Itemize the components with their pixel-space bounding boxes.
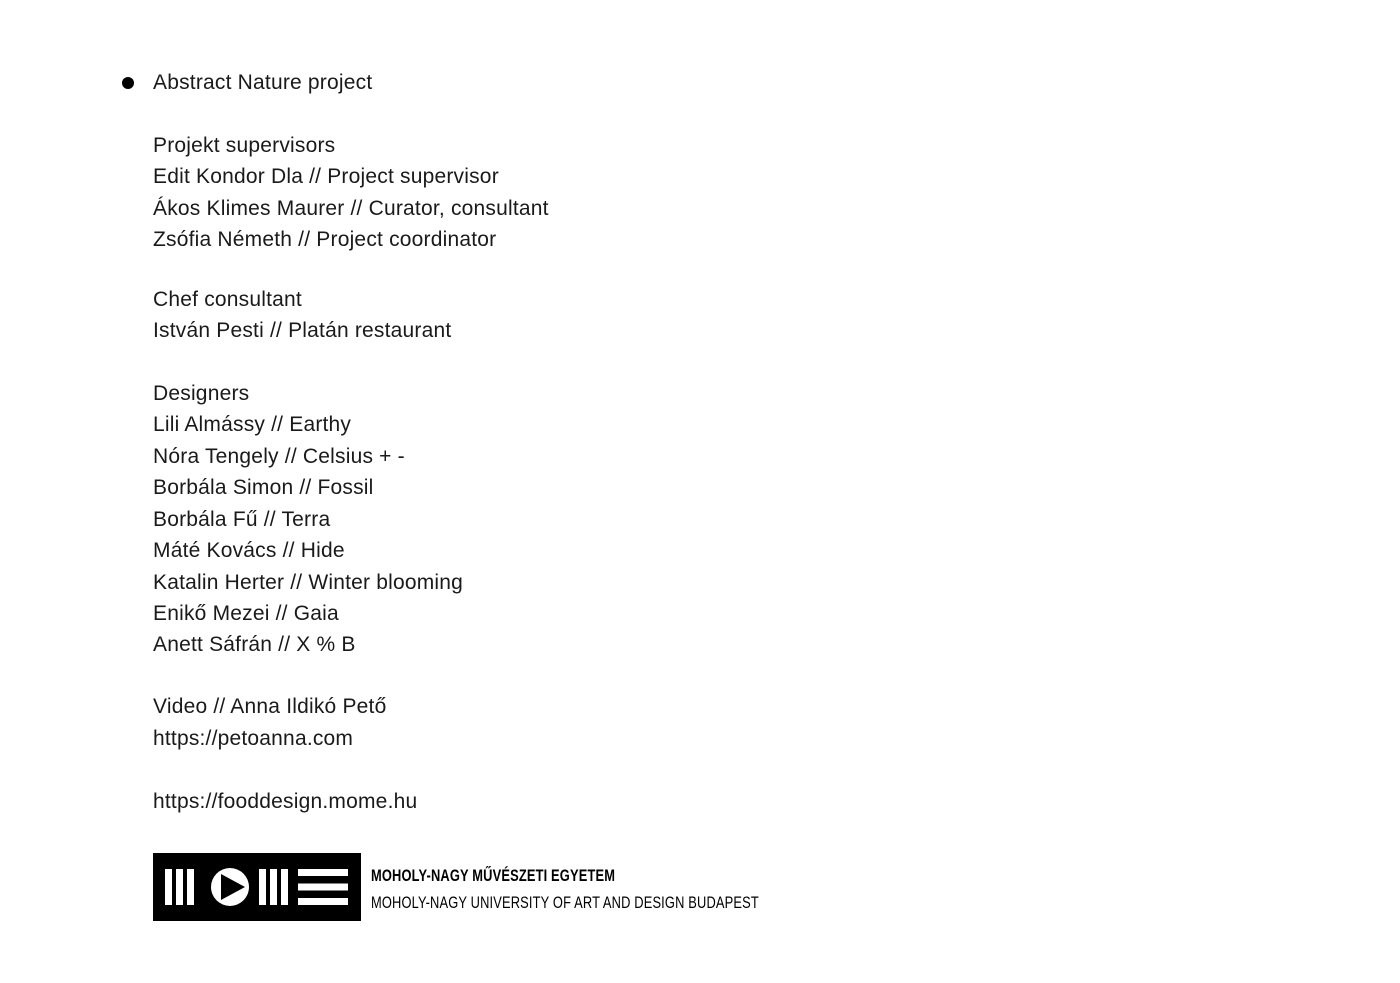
chef-item: István Pesti // Platán restaurant (153, 319, 452, 342)
supervisor-item: Edit Kondor Dla // Project supervisor (153, 165, 499, 188)
logo-name-hungarian: MOHOLY-NAGY MŰVÉSZETI EGYETEM (371, 867, 616, 885)
project-title: Abstract Nature project (153, 71, 373, 94)
mome-logo (153, 853, 361, 921)
designer-item: Lili Almássy // Earthy (153, 413, 352, 436)
designer-item: Enikő Mezei // Gaia (153, 602, 339, 625)
video-link[interactable]: https://petoanna.com (153, 727, 354, 750)
chef-heading: Chef consultant (153, 288, 302, 311)
designer-item: Borbála Fű // Terra (153, 508, 331, 531)
mome-logo-mark-icon (153, 853, 361, 921)
list-bullet (122, 77, 134, 89)
logo-name-english: MOHOLY-NAGY UNIVERSITY OF ART AND DESIGN BUDAPEST (371, 894, 759, 912)
designer-item: Katalin Herter // Winter blooming (153, 571, 464, 594)
website-link[interactable]: https://fooddesign.mome.hu (153, 790, 418, 813)
designer-item: Nóra Tengely // Celsius + - (153, 445, 405, 468)
designer-item: Anett Sáfrán // X % B (153, 633, 356, 656)
supervisor-item: Ákos Klimes Maurer // Curator, consultant (153, 197, 549, 220)
designers-heading: Designers (153, 382, 250, 405)
video-credit: Video // Anna Ildikó Pető (153, 695, 387, 718)
designer-item: Máté Kovács // Hide (153, 539, 345, 562)
supervisors-heading: Projekt supervisors (153, 134, 336, 157)
supervisor-item: Zsófia Németh // Project coordinator (153, 228, 497, 251)
designer-item: Borbála Simon // Fossil (153, 476, 374, 499)
